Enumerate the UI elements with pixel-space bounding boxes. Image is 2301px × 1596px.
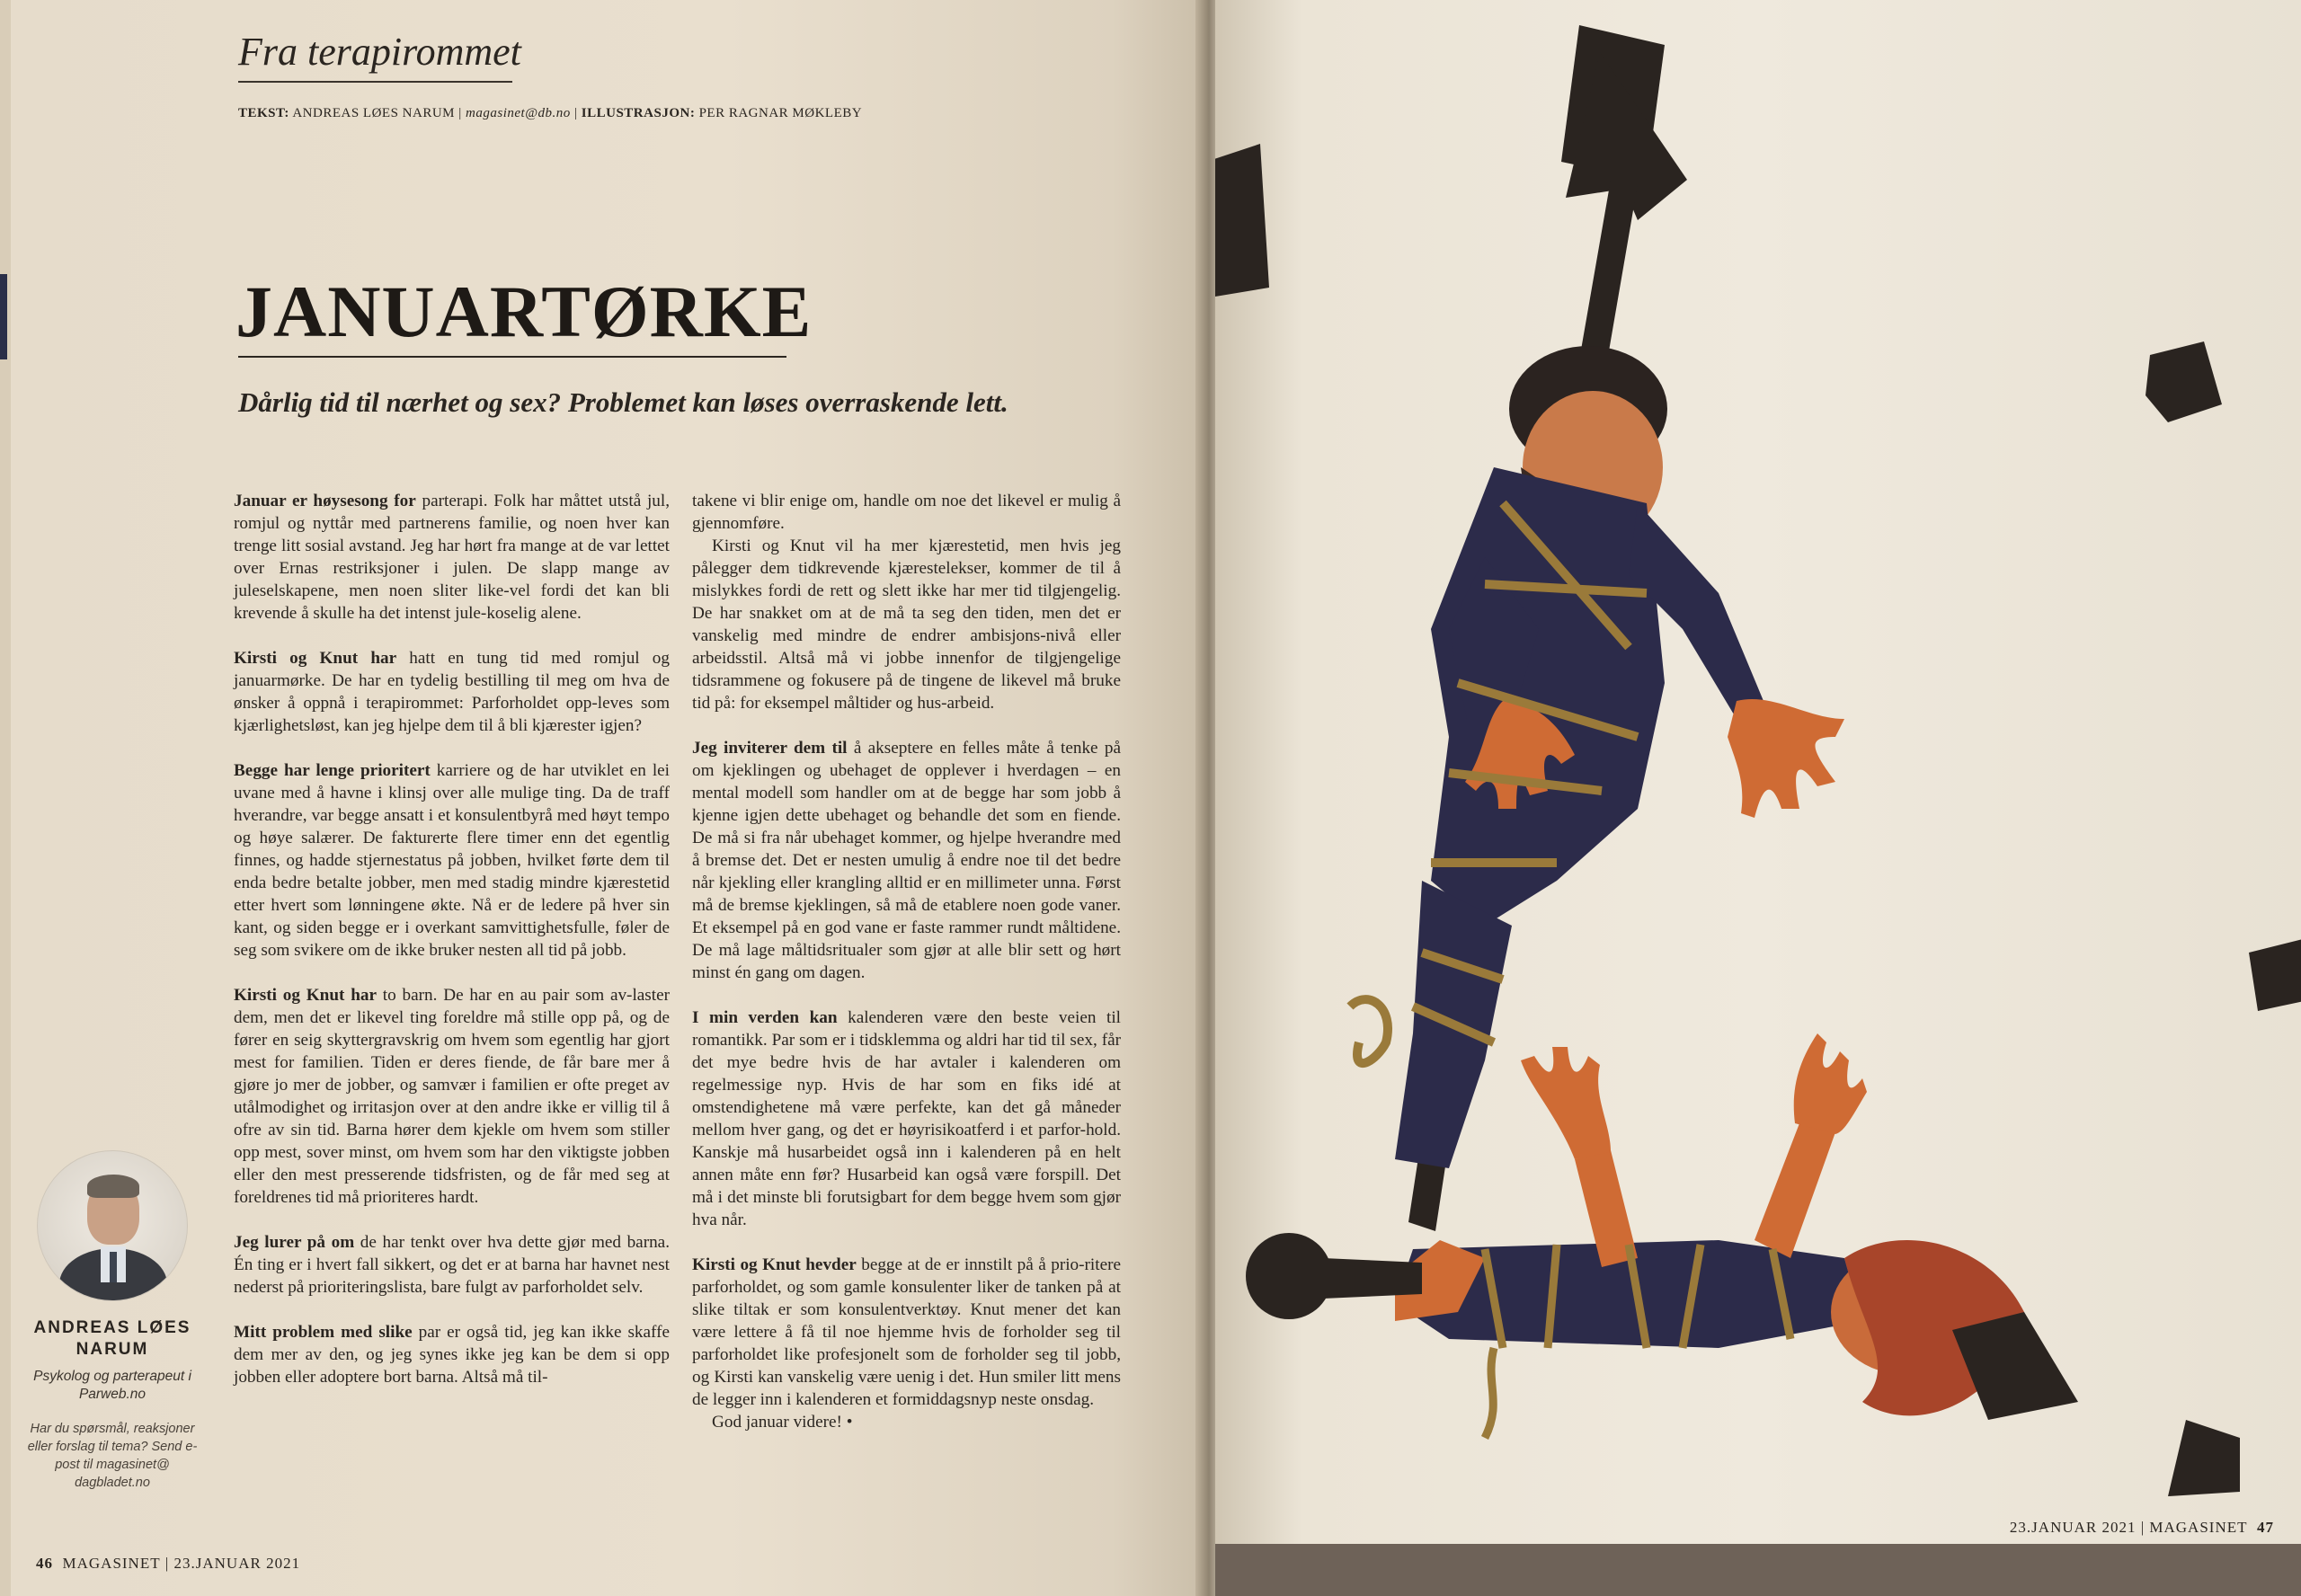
folio-left: 46 MAGASINET | 23.JANUAR 2021 <box>36 1555 301 1572</box>
table-surface <box>1215 1544 2301 1596</box>
ingress: Dårlig tid til nærhet og sex? Problemet kan løses overraskende lett. <box>238 386 1008 418</box>
woman-arm-up <box>1755 1123 1835 1258</box>
author-title: Psykolog og parterapeut i Parweb.no <box>33 1369 191 1402</box>
illustrator-credit: PER RAGNAR MØKLEBY <box>698 106 863 120</box>
author-contact: Har du spørsmål, reaksjoner eller forslag til tema? Send e-post til magasinet@ dagbladet.no <box>27 1422 198 1490</box>
article-column-2 <box>692 490 1121 1433</box>
page-number: 47 <box>2257 1519 2274 1536</box>
illustration <box>1215 0 2301 1544</box>
shard-shape <box>2146 341 2222 422</box>
paragraph: Januar er høysesong for parterapi. Folk har måttet utstå jul, romjul og nyttår med partnerens familie, og noen hver kan trenge litt sosial avstand. Jeg har hørt fra mange at de var lettet over Ernas restriksjoner i julen. De slapp mange av juleselskapene, men noen sliter like-vel fordi det kan bli krevende å skulle ha det intenst jule-koselig alene. <box>234 492 670 623</box>
woman-hand-left <box>1521 1047 1611 1159</box>
paragraph: Begge har lenge prioritert karriere og de har utviklet en lei uvane med å havne i klinsj over alle mulige ting. Da de traff hverandre, var begge ansatt i et konsulentbyrå med høyt tempo og høye salærer. De fakturerte flere timer enn det egentlig finnes, og hadde stjernestatus på jobben, hvilket førte dem til enda bedre betalte jobber, men med stadig mindre kjærestetid etter hvert som lønningene økte. Nå er de ledere på hver sin kant, og siden begge er i overkant samvittighetsfulle, føler de seg som svikere om de ikke bruker nesten all tid på jobb. <box>234 761 670 960</box>
section-rule <box>238 81 512 83</box>
issue-date: 23.JANUAR 2021 <box>173 1555 301 1572</box>
issue-date: 23.JANUAR 2021 <box>2009 1519 2137 1536</box>
illustration-label: ILLUSTRASJON: <box>581 106 696 120</box>
paragraph: Kirsti og Knut vil ha mer kjærestetid, men hvis jeg pålegger dem tidkrevende kjærestelekser, kommer de til å mislykkes fordi de rett og slett ikke har mer tid tilgjengelig. De har snakket om at de må ta seg den tiden, men det er vanskelig med mindre de endrer ambisjons-nivå eller arbeidsstil. Altså må vi jobbe innenfor de tilgjengelige tidsrammene og fokusere på de tingene de likevel må bruke tid på: for eksempel måltider og hus-arbeid. <box>692 536 1121 713</box>
paragraph: Mitt problem med slike par er også tid, jeg kan ikke skaffe dem mer av den, og jeg synes ikke jeg kan be dem si opp jobben eller adoptere bort barna. Altså må til- <box>234 1323 670 1387</box>
headline: JANUARTØRKE <box>235 270 813 352</box>
publication-name: MAGASINET <box>2149 1519 2248 1536</box>
author-name: ANDREAS LØES NARUM <box>33 1318 191 1359</box>
arrow-shaft <box>1323 1258 1422 1299</box>
paragraph: Kirsti og Knut hevder begge at de er innstilt på å prio-ritere parforholdet, og som gamle konsulenter liker de tanken på at slike tiltak er som konsulentverktøy. Knut mener det kan være lettere å få til noe hjemme hvis de forholder seg til parforholdet like profesjonelt som de forholder seg til jobb, og Kirsti kan vanskelig være uenig i det. Hun smiler litt mens de legger inn i kalenderen et formiddagsnyp neste onsdag. <box>692 1255 1121 1409</box>
paragraph: takene vi blir enige om, handle om noe det likevel er mulig å gjennomføre. <box>692 492 1121 533</box>
byline <box>238 106 862 121</box>
separator: | <box>458 106 462 120</box>
page-number: 46 <box>36 1555 53 1572</box>
paragraph: Jeg inviterer dem til å akseptere en felles måte å tenke på om kjeklingen og ubehaget de opplever i hverdagen – en mental modell som handler om at de begge har som jobb å kjenne igjen dette ubehaget og behandle det som en fiende. De må si fra når ubehaget kommer, og hjelpe hverandre med å bremse det. Det er nesten umulig å endre noe til det bedre når kjekling eller krangling alltid er en millimeter unna. Først må de bremse kjeklingen, så må de etablere noen gode vaner. Et eksempel på en god vane er faste rammer rundt måltidene. De må lage måltidsritualer som gjør at alle blir sett og hørt minst én gang om dagen. <box>692 739 1121 982</box>
text-label: TEKST: <box>238 106 289 120</box>
woman-hat-point <box>1952 1312 2078 1420</box>
separator: | <box>574 106 578 120</box>
arrow-end-shape <box>1246 1233 1332 1319</box>
publication-name: MAGASINET <box>62 1555 161 1572</box>
shard-shape <box>1215 144 1269 297</box>
author-photo <box>37 1150 188 1301</box>
woman-hand-up <box>1794 1033 1867 1134</box>
man-hand-right <box>1728 699 1844 818</box>
paragraph: I min verden kan kalenderen være den beste veien til romantikk. Par som er i tidsklemma og aldri har tid til sex, får det mye bedre hvis de har avtaler i kalenderen om regelmessige nyp. Hvis de har som en fiks idé at omstendighetene må være perfekte, kan det gå måneder mellom hver gang, og det er høyrisikoatferd i et parfor-hold. Kanskje må husarbeidet også inn i kalenderen på en helt annen måte enn før? Husarbeid kan også være forspill. Det må i det minste bli forutsigbart for dem begge hvem som gjør hva når. <box>692 1008 1122 1229</box>
page-edge <box>0 0 11 1596</box>
email-credit: magasinet@db.no <box>466 106 571 120</box>
page-tab-marker <box>0 274 7 359</box>
paragraph: Jeg lurer på om de har tenkt over hva dette gjør med barna. Én ting er i hvert fall sikkert, og det er at barna har havnet nest nederst på prioriteringslista, bare fulgt av parforholdet selv. <box>234 1233 670 1297</box>
shard-shape <box>2168 1420 2240 1496</box>
headline-rule <box>238 356 786 358</box>
shard-shape <box>2249 935 2301 1011</box>
folio-right: 23.JANUAR 2021 | MAGASINET 47 <box>2009 1519 2274 1536</box>
paragraph: Kirsti og Knut har to barn. De har en au pair som av-laster dem, men det er likevel ting foreldre må stille opp på, og de fører en seig skyttergravskrig om hvem som egentlig har gjort mest for familien. Tiden er deres fiende, de får bare mer å gjøre jo mer de jobber, og samvær i familien er ofte preget av utålmodighet og irritasjon over at den andre ikke er villig til å ofre av sin tid. Barna hører dem kjekle om hvem som stiller opp mest, sover minst, om hvem som har den viktigste jobben eller den mest presserende tidsfristen, og de får med seg at foreldrenes tid må prioriteres hardt. <box>234 986 670 1207</box>
article-column-1 <box>234 490 670 1411</box>
author-box <box>27 1150 198 1492</box>
closing-line: God januar videre! • <box>712 1413 853 1432</box>
author-credit: ANDREAS LØES NARUM <box>292 106 456 120</box>
paragraph: Kirsti og Knut har hatt en tung tid med romjul og januarmørke. De har en tydelig bestilling til meg om hva de ønsker å oppnå i terapirommet: Parforholdet opp-leves som kjærlighetsløst, kan jeg hjelpe dem til å bli kjærester igjen? <box>234 649 670 735</box>
section-heading: Fra terapirommet <box>238 30 521 74</box>
